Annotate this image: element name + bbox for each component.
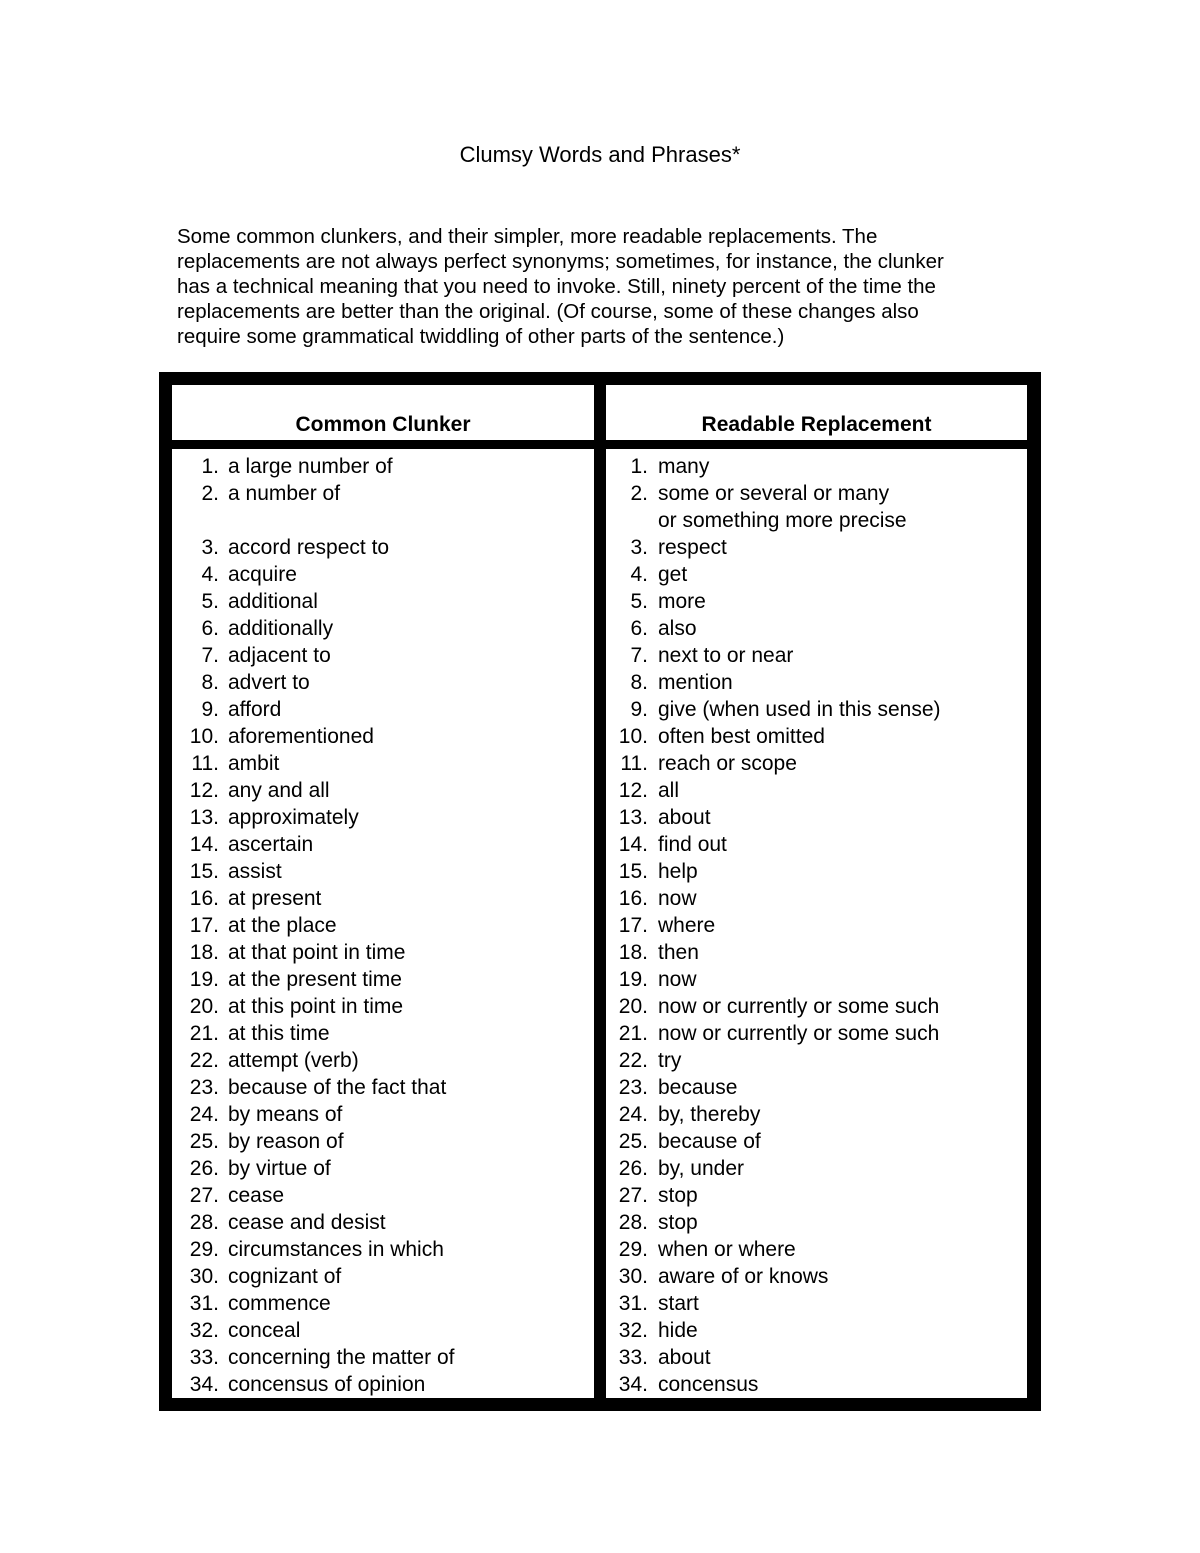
clunker-text: aforementioned [228, 725, 374, 748]
row-number: 14. [189, 833, 219, 856]
replacement-row [606, 885, 1027, 912]
replacement-row [606, 1101, 1027, 1128]
clunker-row [172, 480, 594, 534]
clunker-text: afford [228, 698, 282, 721]
clunker-text: by virtue of [228, 1157, 331, 1180]
row-number: 26. [189, 1157, 219, 1180]
replacement-text: reach or scope [658, 752, 797, 775]
clunker-row [172, 1101, 594, 1128]
clunker-text: additional [228, 590, 318, 613]
replacement-text: where [658, 914, 716, 937]
row-number: 9. [201, 698, 219, 721]
replacement-row [606, 1020, 1027, 1047]
clunker-row [172, 750, 594, 777]
clunker-list [172, 449, 594, 1398]
replacement-text: find out [658, 833, 727, 856]
clunker-row [172, 1263, 594, 1290]
clunker-text: adjacent to [228, 644, 331, 667]
clunker-row [172, 804, 594, 831]
replacement-text: now [658, 887, 697, 910]
clunker-text: approximately [228, 806, 359, 829]
clunker-text: at the present time [228, 968, 402, 991]
replacement-row [606, 696, 1027, 723]
clunker-row [172, 561, 594, 588]
row-number: 22. [618, 1049, 648, 1072]
row-number: 19. [618, 968, 648, 991]
clunker-row [172, 534, 594, 561]
row-number: 3. [630, 536, 648, 559]
clunker-row [172, 453, 594, 480]
row-number: 25. [189, 1130, 219, 1153]
replacement-row [606, 1236, 1027, 1263]
clunker-row [172, 1317, 594, 1344]
replacement-text: more [658, 590, 706, 613]
replacement-text: some or several or many or something more precise [658, 482, 907, 532]
replacement-row [606, 1290, 1027, 1317]
row-number: 24. [618, 1103, 648, 1126]
row-number: 25. [618, 1130, 648, 1153]
clunker-text: additionally [228, 617, 334, 640]
clunker-row [172, 1074, 594, 1101]
clunker-text: cease and desist [228, 1211, 386, 1234]
replacement-text: when or where [658, 1238, 796, 1261]
row-number: 18. [618, 941, 648, 964]
clunker-text: by reason of [228, 1130, 344, 1153]
row-number: 28. [189, 1211, 219, 1234]
replacement-row [606, 1209, 1027, 1236]
row-number: 11. [191, 752, 219, 775]
row-number: 33. [189, 1346, 219, 1369]
clunker-text: any and all [228, 779, 330, 802]
clunker-row [172, 588, 594, 615]
replacement-row [606, 912, 1027, 939]
clunker-text: at this point in time [228, 995, 404, 1018]
row-number: 32. [618, 1319, 648, 1342]
row-number: 34. [189, 1373, 219, 1396]
replacement-text: then [658, 941, 699, 964]
replacement-text: about [658, 1346, 711, 1369]
clunker-text: acquire [228, 563, 297, 586]
row-number: 6. [630, 617, 648, 640]
replacement-row [606, 1371, 1027, 1398]
row-number: 5. [201, 590, 219, 613]
row-number: 30. [189, 1265, 219, 1288]
replacement-text: many [658, 455, 710, 478]
replacement-text: stop [658, 1184, 698, 1207]
clunker-row [172, 777, 594, 804]
replacement-text: because [658, 1076, 738, 1099]
clunker-row [172, 696, 594, 723]
replacement-row [606, 831, 1027, 858]
row-number: 2. [201, 482, 219, 505]
row-number: 14. [618, 833, 648, 856]
clunker-text: because of the fact that [228, 1076, 447, 1099]
row-number: 18. [189, 941, 219, 964]
row-number: 32. [189, 1319, 219, 1342]
replacement-row [606, 1128, 1027, 1155]
row-number: 28. [618, 1211, 648, 1234]
clunker-row [172, 831, 594, 858]
clunker-text: cease [228, 1184, 285, 1207]
clunker-row [172, 858, 594, 885]
row-number: 21. [189, 1022, 219, 1045]
clunker-text: at present [228, 887, 322, 910]
clunker-row [172, 1128, 594, 1155]
row-number: 7. [630, 644, 648, 667]
replacement-list [606, 449, 1027, 1398]
row-number: 19. [189, 968, 219, 991]
row-number: 10. [618, 725, 648, 748]
replacement-text: now or currently or some such [658, 995, 940, 1018]
clunker-row [172, 912, 594, 939]
row-number: 16. [189, 887, 219, 910]
replacement-row [606, 669, 1027, 696]
clunker-row [172, 885, 594, 912]
replacement-text: all [658, 779, 680, 802]
replacement-text: next to or near [658, 644, 794, 667]
clunker-text: commence [228, 1292, 331, 1315]
clunker-text: circumstances in which [228, 1238, 444, 1261]
replacement-text: now or currently or some such [658, 1022, 940, 1045]
clunker-row [172, 723, 594, 750]
row-number: 1. [201, 455, 219, 478]
replacement-row [606, 750, 1027, 777]
replacement-row [606, 480, 1027, 534]
clunker-row [172, 1371, 594, 1398]
clunker-text: advert to [228, 671, 310, 694]
clunker-row [172, 615, 594, 642]
clunker-text: ascertain [228, 833, 314, 856]
replacement-column-header: Readable Replacement [606, 385, 1027, 449]
row-number: 34. [618, 1373, 648, 1396]
row-number: 17. [189, 914, 219, 937]
replacement-text: try [658, 1049, 682, 1072]
clunker-text: accord respect to [228, 536, 390, 559]
replacement-text: by, under [658, 1157, 744, 1180]
replacement-row [606, 1263, 1027, 1290]
replacement-row [606, 939, 1027, 966]
row-number: 8. [201, 671, 219, 694]
row-number: 7. [201, 644, 219, 667]
row-number: 33. [618, 1346, 648, 1369]
clunker-row [172, 1236, 594, 1263]
replacement-row [606, 1074, 1027, 1101]
clunker-text: concerning the matter of [228, 1346, 455, 1369]
replacement-row [606, 534, 1027, 561]
replacement-row [606, 1155, 1027, 1182]
clunker-row [172, 1182, 594, 1209]
row-number: 5. [630, 590, 648, 613]
intro-paragraph: Some common clunkers, and their simpler, more readable replacements. The replacements are not always perfect synonyms; sometimes, for instance, the clunker has a technical meaning that you need to invoke. Still, ninety percent of the time the replacements are better than the original. (Of course, some of these changes also require some grammatical twiddling of other parts of the sentence.) [177, 225, 944, 348]
clunker-row [172, 642, 594, 669]
row-number: 26. [618, 1157, 648, 1180]
replacement-row [606, 993, 1027, 1020]
row-number: 17. [618, 914, 648, 937]
row-number: 2. [630, 482, 648, 505]
clunker-row [172, 1209, 594, 1236]
replacement-row [606, 777, 1027, 804]
replacement-text: by, thereby [658, 1103, 761, 1126]
row-number: 22. [189, 1049, 219, 1072]
replacement-text: aware of or knows [658, 1265, 829, 1288]
clunker-text: a large number of [228, 455, 393, 478]
row-number: 4. [201, 563, 219, 586]
row-number: 31. [618, 1292, 648, 1315]
row-number: 3. [201, 536, 219, 559]
row-number: 9. [630, 698, 648, 721]
row-number: 10. [189, 725, 219, 748]
row-number: 12. [189, 779, 219, 802]
clunker-text: at this time [228, 1022, 330, 1045]
clunker-text: attempt (verb) [228, 1049, 359, 1072]
replacement-row [606, 1344, 1027, 1371]
replacement-row [606, 453, 1027, 480]
clunker-text: concensus of opinion [228, 1373, 426, 1396]
replacement-text: help [658, 860, 698, 883]
replacement-row [606, 1182, 1027, 1209]
clunker-row [172, 1020, 594, 1047]
row-number: 31. [189, 1292, 219, 1315]
replacement-text: about [658, 806, 711, 829]
replacement-row [606, 561, 1027, 588]
replacement-row [606, 1317, 1027, 1344]
clunker-table [159, 372, 1041, 1411]
replacement-row [606, 723, 1027, 750]
row-number: 13. [618, 806, 648, 829]
clunker-row [172, 966, 594, 993]
row-number: 1. [630, 455, 648, 478]
replacement-column [606, 385, 1027, 1398]
replacement-row [606, 966, 1027, 993]
row-number: 20. [618, 995, 648, 1018]
clunker-row [172, 1290, 594, 1317]
clunker-row [172, 669, 594, 696]
row-number: 23. [189, 1076, 219, 1099]
row-number: 15. [189, 860, 219, 883]
clunker-text: at that point in time [228, 941, 406, 964]
clunker-text: assist [228, 860, 282, 883]
row-number: 21. [618, 1022, 648, 1045]
replacement-row [606, 588, 1027, 615]
row-number: 29. [618, 1238, 648, 1261]
clunker-text: cognizant of [228, 1265, 342, 1288]
clunker-text: a number of [228, 482, 341, 505]
replacement-text: give (when used in this sense) [658, 698, 941, 721]
clunker-row [172, 1155, 594, 1182]
clunker-row [172, 939, 594, 966]
clunker-text: by means of [228, 1103, 343, 1126]
row-number: 6. [201, 617, 219, 640]
replacement-row [606, 804, 1027, 831]
replacement-text: also [658, 617, 697, 640]
row-number: 11. [620, 752, 648, 775]
clunker-text: at the place [228, 914, 337, 937]
row-number: 29. [189, 1238, 219, 1261]
replacement-row [606, 642, 1027, 669]
row-number: 8. [630, 671, 648, 694]
replacement-row [606, 858, 1027, 885]
clunker-text: conceal [228, 1319, 301, 1342]
replacement-text: mention [658, 671, 733, 694]
clunker-column [172, 385, 594, 1398]
replacement-text: concensus [658, 1373, 759, 1396]
replacement-text: hide [658, 1319, 698, 1342]
row-number: 24. [189, 1103, 219, 1126]
clunker-row [172, 1344, 594, 1371]
row-number: 27. [618, 1184, 648, 1207]
page-title: Clumsy Words and Phrases* [459, 142, 741, 167]
replacement-text: often best omitted [658, 725, 825, 748]
replacement-text: respect [658, 536, 727, 559]
replacement-text: now [658, 968, 697, 991]
clunker-text: ambit [228, 752, 280, 775]
replacement-row [606, 615, 1027, 642]
clunker-row [172, 1047, 594, 1074]
row-number: 13. [189, 806, 219, 829]
replacement-text: get [658, 563, 688, 586]
replacement-text: stop [658, 1211, 698, 1234]
row-number: 23. [618, 1076, 648, 1099]
replacement-text: start [658, 1292, 699, 1315]
clunker-row [172, 993, 594, 1020]
row-number: 4. [630, 563, 648, 586]
row-number: 30. [618, 1265, 648, 1288]
row-number: 20. [189, 995, 219, 1018]
row-number: 12. [618, 779, 648, 802]
replacement-row [606, 1047, 1027, 1074]
row-number: 15. [618, 860, 648, 883]
replacement-text: because of [658, 1130, 761, 1153]
row-number: 16. [618, 887, 648, 910]
row-number: 27. [189, 1184, 219, 1207]
clunker-column-header: Common Clunker [172, 385, 594, 449]
